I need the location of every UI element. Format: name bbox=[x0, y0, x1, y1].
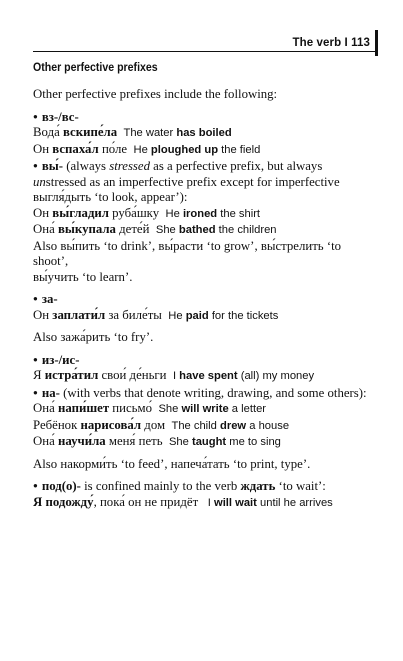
prefix-za: ● за- bbox=[33, 291, 378, 308]
example-iz-1: Я истра́тил свои́ де́ньги I have spent (all) my money bbox=[33, 368, 315, 382]
prefix-vy-desc-3: выгля́дыть ‘to look, appear’): bbox=[33, 190, 188, 204]
prefix-vy: ● вы́- (always stressed as a perfective prefix, but always bbox=[33, 158, 378, 175]
na-also: Also накорми́ть ‘to feed’, напеча́тать ‘to print, type’. bbox=[33, 456, 311, 471]
example-na-1: Она́ напи́шет письмо́ She will write a letter bbox=[33, 401, 267, 415]
running-header bbox=[293, 28, 378, 58]
za-also: Also зажа́рить ‘to fry’. bbox=[33, 330, 154, 344]
example-na-3: Она́ научи́ла меня́ петь She taught me to sing bbox=[33, 434, 281, 448]
example-za-1: Он заплати́л за биле́ты He paid for the tickets bbox=[33, 307, 279, 322]
prefix-pod: ● под(о)- is confined mainly to the verb ждать ‘to wait’: bbox=[33, 478, 378, 495]
example-voz-2: Он вспаха́л по́ле He ploughed up the field bbox=[33, 141, 261, 156]
header-rule bbox=[33, 51, 378, 52]
prefix-iz: ● из-/ис- bbox=[33, 352, 378, 369]
page-content bbox=[33, 62, 378, 511]
prefix-vy-desc-2: unstressed as an imperfective prefix except for imperfective bbox=[33, 174, 340, 189]
example-na-2: Ребёнок нарисова́л дом The child drew a house bbox=[33, 417, 290, 432]
intro-paragraph: Other perfective prefixes include the following: bbox=[33, 87, 278, 101]
section-title: Other perfective prefixes bbox=[33, 62, 158, 74]
vy-also-2: вы́учить ‘to learn’. bbox=[33, 269, 133, 284]
example-pod-1: Я подожду́, пока́ он не придёт I will wait until he arrives bbox=[33, 494, 333, 509]
prefix-voz: ● вз-/вс- bbox=[33, 109, 378, 126]
header-bar bbox=[375, 30, 378, 56]
book-page bbox=[33, 0, 378, 661]
running-head: The verb I 113 bbox=[292, 37, 370, 49]
vy-also-1: Also вы́пить ‘to drink’, вы́расти ‘to grow’, вы́стрелить ‘to shoot’, bbox=[33, 238, 342, 268]
prefix-na: ● на- (with verbs that denote writing, drawing, and some others): bbox=[33, 385, 378, 402]
example-voz-1: Вода́ вскипе́ла The water has boiled bbox=[33, 125, 232, 139]
example-vy-2: Она́ вы́купала дете́й She bathed the children bbox=[33, 222, 277, 236]
example-vy-1: Он вы́гладил руба́шку He ironed the shirt bbox=[33, 205, 261, 220]
